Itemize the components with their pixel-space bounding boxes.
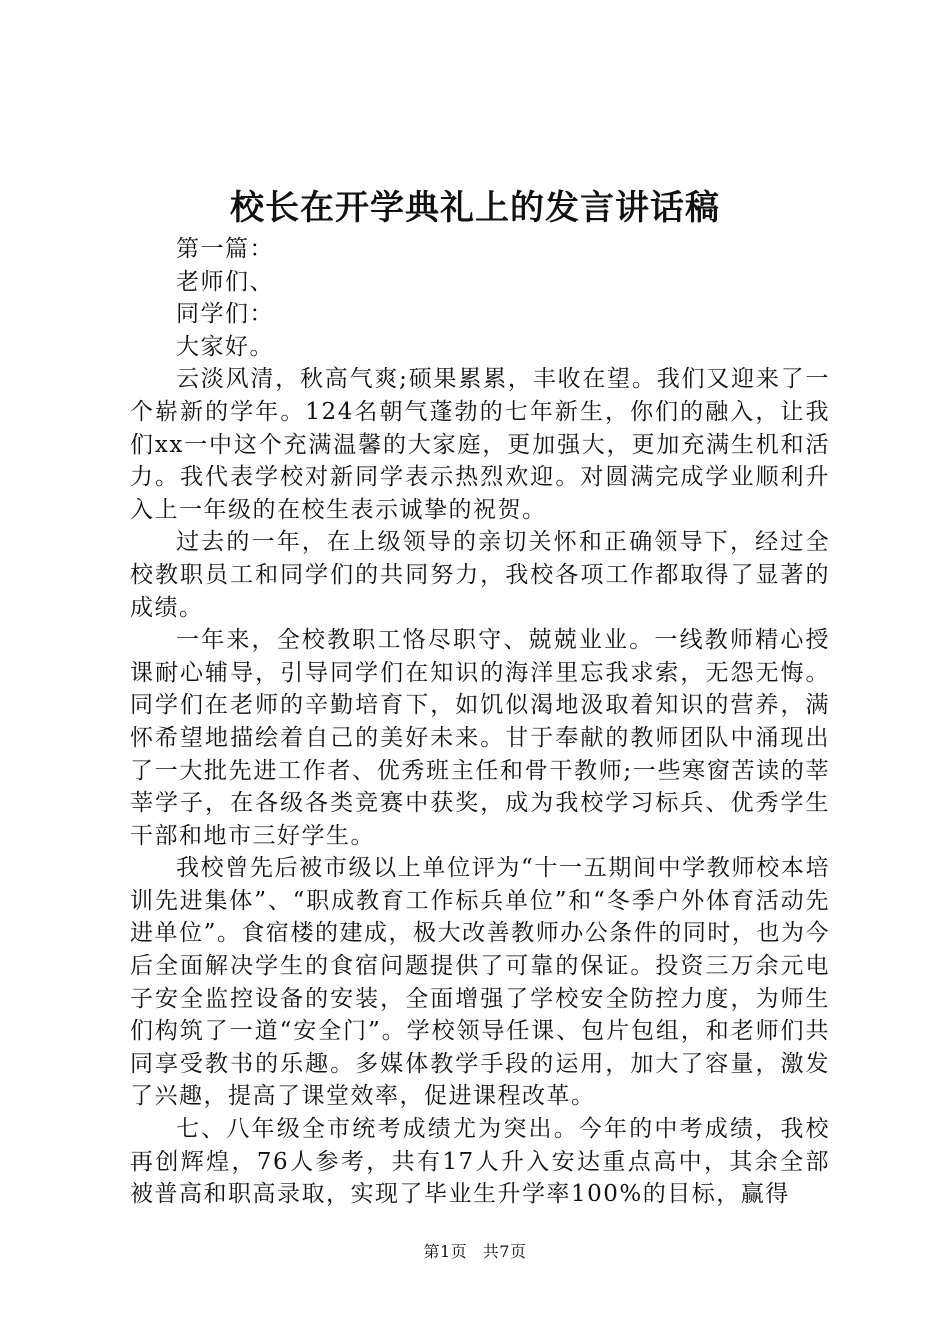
paragraph: 第一篇： [176, 236, 274, 262]
page-number: 第1页 [423, 1242, 468, 1261]
paragraph: 大家好。 [176, 333, 274, 360]
paragraph: 一年来，全校教职工恪尽职守、兢兢业业。一线教师精心授课耐心辅导，引导同学们在知识的海洋里忘我求索，无怨无悔。同学们在老师的辛勤培育下，如饥似渴地汲取着知识的营养，满怀希望地描绘着自己的美好未来。甘于奉献的教师团队中涌现出了一大批先进工作者、优秀班主任和骨干教师;一些寒窗苦读的莘莘学子，在各级各类竞赛中获奖，成为我校学习标兵、优秀学生干部和地市三好学生。 [130, 627, 830, 849]
page-total: 共7页 [482, 1242, 527, 1261]
paragraph: 七、八年级全市统考成绩尤为突出。今年的中考成绩，我校再创辉煌，76人参考，共有17人升入安达重点高中，其余全部被普高和职高录取，实现了毕业生升学率100%的目标，赢得 [130, 1116, 830, 1208]
paragraph: 云淡风清，秋高气爽;硕果累累，丰收在望。我们又迎来了一个崭新的学年。124名朝气蓬勃的七年新生，你们的融入，让我们xx一中这个充满温馨的大家庭，更加强大，更加充满生机和活力。我代表学校对新同学表示热烈欢迎。对圆满完成学业顺利升入上一年级的在校生表示诚挚的祝贺。 [130, 366, 830, 523]
paragraph: 同学们： [176, 301, 274, 328]
document-title: 校长在开学典礼上的发言讲话稿 [230, 188, 720, 228]
document-body [130, 233, 830, 1211]
paragraph: 我校曾先后被市级以上单位评为“十一五期间中学教师校本培训先进集体”、“职成教育工作标兵单位”和“冬季户外体育活动先进单位”。食宿楼的建成，极大改善教师办公条件的同时，也为今后全面解决学生的食宿问题提供了可靠的保证。投资三万余元电子安全监控设备的安装，全面增强了学校安全防控力度，为师生们构筑了一道“安全门”。学校领导任课、包片包组，和老师们共同享受教书的乐趣。多媒体教学手段的运用，加大了容量，激发了兴趣，提高了课堂效率，促进课程改革。 [130, 855, 830, 1110]
paragraph: 过去的一年，在上级领导的亲切关怀和正确领导下，经过全校教职员工和同学们的共同努力，我校各项工作都取得了显著的成绩。 [130, 529, 830, 621]
paragraph: 老师们、 [176, 268, 274, 295]
page-footer [0, 1240, 950, 1264]
